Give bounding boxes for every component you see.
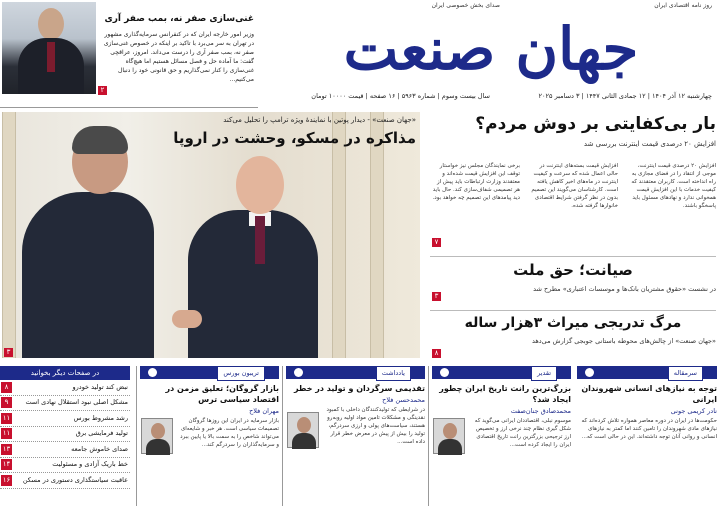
opinion-column[interactable] [428,366,574,506]
section-bar [432,366,571,379]
column-author: مهران فلاح [249,407,279,415]
index-item-label: عاقبت سیاستگذاری دستوری در مسکن [22,475,128,484]
main-headline[interactable]: بار بی‌کفایتی بر دوش مردم؟ [475,114,716,134]
column-title[interactable]: بازار گروگان؛ تعلیق مزمن در اقتصاد سیاسی ترس [165,384,279,404]
logo-band [262,14,720,84]
main-story-header[interactable] [430,112,716,148]
lead-kicker: «جهان صنعت» - دیدار پوتین با نمایندهٔ ویژه ترامپ را تحلیل می‌کند [223,116,416,124]
page-badge: ۳ [4,348,13,357]
main-story-col: افزایش ۲۰ درصدی قیمت اینترنت، موجی از انتقاد را در فضای مجازی به راه انداخته است. کاربران معتقدند که کیفیت خدمات با این افزایش قیمت همخوانی ندارد و نهادهای مسئول باید پاسخگو باشند. [631,163,716,209]
index-page-badge: ۱۶ [2,475,11,484]
teaser-title[interactable]: غنی‌سازی صفر نه، بمب صفر آری [104,14,254,24]
teaser-photo [2,2,96,94]
note-column[interactable] [282,366,428,506]
story-2-subtitle: در نشست «حقوق مشتریان بانک‌ها و موسسات اعتباری» مطرح شد [533,285,716,293]
index-box [0,366,130,506]
section-label: تریبون بورس [217,366,265,381]
lead-photo [2,112,420,358]
section-label: یادداشت [376,366,411,381]
story-2[interactable] [430,256,716,300]
section-label: سرمقاله [668,366,703,381]
index-page-badge: ۱۱ [2,413,11,422]
index-page-badge: ۱۱ [2,429,11,438]
column-title[interactable]: تقدیمی سرگردان و تولید در خطر [293,384,425,393]
lead-headline[interactable]: مذاکره در مسکو، وحشت در اروپا [173,129,416,147]
index-page-badge: ۱۳ [2,444,11,453]
section-bar [577,366,717,379]
main-story-body [430,162,716,248]
lead-story[interactable] [0,112,422,362]
column-author: محمدحسن فلاح [382,396,425,404]
subtagline: صدای بخش خصوصی ایران [431,2,500,9]
index-item[interactable] [0,380,130,396]
teaser-body: وزیر امور خارجه ایران که در کنفرانس سرمایه‌گذاری مشهور در تهران به سر می‌برد با تاکید بر اینکه در خصوص غنی‌سازی صفر نه، بمب صفر آری را درست می‌داند. امروز، عراقچی گفت: ما آماده حل و فصل مسائل هستیم اما هیچ‌گاه غنی‌سازی را کنار نمی‌گذاریم و حق قانونی خود را دنبال می‌کنیم... [103,31,254,83]
story-3-headline[interactable]: مرگ تدریجی میراث ۳هزار ساله [464,315,682,331]
story-3[interactable] [430,310,716,357]
index-page-badge: ۸ [1,382,12,393]
page-badge: ۷ [432,238,441,247]
section-bar [140,366,279,379]
column-author: نادر کریمی جونی [670,407,717,415]
tagline: روز نامه اقتصادی ایران [654,2,712,9]
newspaper-logo: جهان صنعت [343,15,639,83]
main-story-col: افزایش قیمت بسته‌های اینترنت در حالی اعمال شده که سرعت و کیفیت اینترنت در ماه‌های اخیر کاهش یافته است. کارشناسان می‌گویند این تصمیم بدون در نظر گرفتن شرایط اقتصادی خانوارها گرفته شده. [531,163,618,209]
column-title[interactable]: بزرگ‌ترین رانت تاریخ ایران چطور ایجاد شد؟ [439,384,571,404]
editorial-column[interactable] [574,366,720,506]
dateline: چهارشنبه ۱۲ آذر ۱۴۰۴ | ۱۲ جمادی الثانی ۱۴۴۷ | ۳ دسامبر ۲۰۲۵ [538,92,712,100]
issue-line: سال بیست وسوم | شماره ۵۹۶۳ | ۱۶ صفحه | قیمت ۱۰۰۰۰ تومان [311,92,490,100]
index-item[interactable] [0,396,130,412]
section-label: تقدیر [531,366,557,381]
story-2-headline[interactable]: صیانت؛ حق ملت [513,261,633,279]
index-page-badge: ۹ [1,397,12,408]
index-item[interactable] [0,427,130,443]
section-logo-icon [440,368,449,377]
index-item-label: رشد مشروط بورس [73,413,128,422]
index-item-label: خط باریک آزادی و مسئولیت [52,460,128,469]
masthead [262,0,720,108]
column-body: بازار سرمایه در ایران این روزها گروگان تصمیمات سیاسی است. هر خبر و شایعه‌ای می‌تواند شاخص را به سمت بالا یا پایین ببرد و سرمایه‌گذاران را سردرگم کند... [180,418,279,448]
column-body: موسوم نبلی، اقتصاددان ایرانی می‌گوید که شکل گیری نظام چند نرخی ارز و تخصیص ارز ترجیحی بزرگترین رانت تاریخ اقتصادی ایران را ایجاد کرده است... [474,418,571,448]
column-body: در شرایطی که تولیدکنندگان داخلی با کمبود نقدینگی و مشکلات تامین مواد اولیه روبه‌رو هستند، سیاست‌های پولی و ارزی سردرگم، تولید را بیش از پیش در معرض خطر قرار داده است... [326,407,425,445]
section-logo-icon [148,368,157,377]
author-portrait [287,412,319,448]
index-page-badge: ۱۴ [2,460,11,469]
author-portrait [433,418,465,454]
main-subtitle: افزایش ۲۰ درصدی قیمت اینترنت بررسی شد [583,140,716,148]
index-item[interactable] [0,442,130,458]
index-item-label: نبض کند تولید خودرو [72,382,128,391]
index-item-label: صدای خاموش جامعه [71,444,128,453]
bourse-column[interactable] [136,366,282,506]
column-author: محمدصادق جنان‌صفت [510,407,571,415]
column-title[interactable]: توجه به نیازهای انسانی شهروندان ایرانی [581,384,717,404]
page-badge: ۲ [98,86,107,95]
index-item[interactable] [0,473,130,489]
story-3-subtitle: «جهان صنعت» از چالش‌های محوطه باستانی جوبجی گزارش می‌دهد [531,337,716,345]
author-portrait [141,418,173,454]
index-item[interactable] [0,458,130,474]
index-title: در صفحات دیگر بخوانید [0,366,130,380]
section-bar [286,366,425,379]
section-logo-icon [585,368,594,377]
section-logo-icon [294,368,303,377]
column-body: حکومت‌ها در ایران در دوره معاصر همواره تلاش کرده‌اند که نیازهای مادی شهروندان را تامین کنند اما کمتر به نیازهای انسانی و روانی آنان توجه داشته‌اند. این در حالی است که... [581,418,717,440]
main-story-col: برخی نمایندگان مجلس نیز خواستار توقف این افزایش قیمت شده‌اند و معتقدند وزارت ارتباطات باید پیش از هر تصمیمی شفاف‌سازی کند. حال باید دید پیامدهای این تصمیم چه خواهد بود. [432,163,520,201]
index-item[interactable] [0,411,130,427]
page-badge: ۸ [432,349,441,358]
page-badge: ۳ [432,292,441,301]
teaser-box[interactable] [0,0,258,108]
index-item-label: مشکل اصلی نبود استقلال نهادی است [25,398,128,407]
index-item-label: تولید فرمایشی برق [75,429,128,438]
